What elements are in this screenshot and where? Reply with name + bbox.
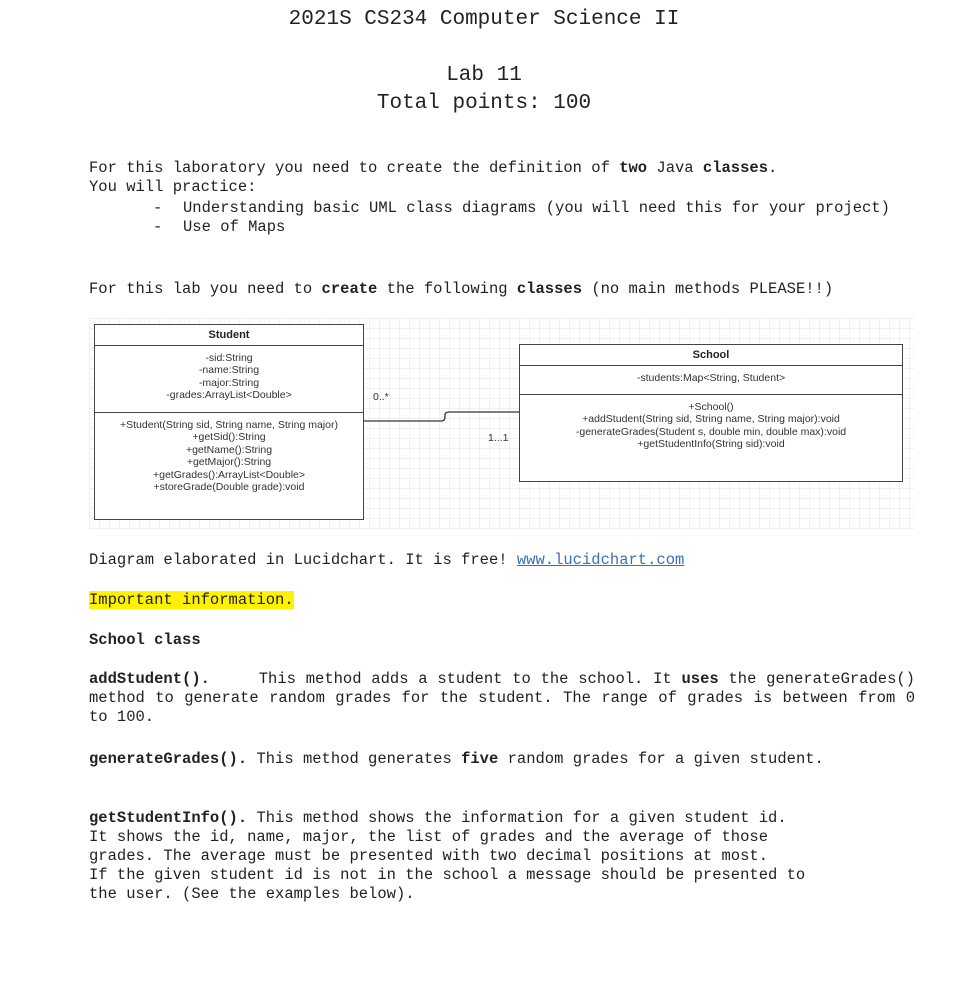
student-attributes xyxy=(95,346,363,413)
attribute: -students:Map<String, Student> xyxy=(636,372,786,384)
list-item: - Use of Maps xyxy=(153,218,286,236)
method: -generateGrades(Student s, double min, double max):void xyxy=(575,425,847,438)
attribute: -sid:String xyxy=(205,352,253,364)
method-name: generateGrades(). xyxy=(89,750,248,768)
create-instruction: For this lab you need to create the following classes (no main methods PLEASE!!) xyxy=(89,280,834,298)
course-title: 2021S CS234 Computer Science II xyxy=(288,8,680,31)
intro-line: For this laboratory you need to create the definition of two Java classes. xyxy=(89,159,778,177)
bullet-dash: - xyxy=(153,218,163,236)
student-class-box xyxy=(94,324,364,520)
school-methods xyxy=(520,395,902,451)
practice-line: You will practice: xyxy=(89,178,257,196)
method: +getMajor():String xyxy=(186,456,272,469)
method: +getGrades():ArrayList<Double> xyxy=(152,468,306,481)
list-item: - Understanding basic UML class diagrams (you will need this for your project) xyxy=(153,199,890,217)
intro-paragraph xyxy=(89,159,915,197)
diagram-credit: Diagram elaborated in Lucidchart. It is free! www.lucidchart.com xyxy=(89,551,685,569)
paragraph-line: It shows the id, name, major, the list of grades and the average of those xyxy=(89,828,769,846)
total-points: Total points: 100 xyxy=(376,92,592,115)
school-attributes xyxy=(520,366,902,395)
generate-grades-paragraph: generateGrades(). This method generates five random grades for a given student. xyxy=(89,750,824,768)
method-name: addStudent(). xyxy=(89,670,210,688)
important-highlight: Important information. xyxy=(89,591,294,609)
attribute: -major:String xyxy=(198,376,260,389)
method: +getStudentInfo(String sid):void xyxy=(637,438,785,451)
paragraph-line: getStudentInfo(). This method shows the information for a given student id. xyxy=(89,809,787,827)
important-note xyxy=(89,591,915,610)
student-methods xyxy=(95,413,363,493)
lucidchart-link[interactable]: www.lucidchart.com xyxy=(516,551,685,569)
student-info-paragraph xyxy=(89,809,915,904)
method: +getSid():String xyxy=(192,431,266,444)
practice-list xyxy=(153,199,915,237)
attribute: -name:String xyxy=(198,364,260,377)
lab-title: Lab 11 xyxy=(446,64,522,87)
method: +School() xyxy=(688,401,734,413)
multiplicity-school: 1...1 xyxy=(488,432,509,444)
paragraph-line: the user. (See the examples below). xyxy=(89,885,415,903)
student-class-name: Student xyxy=(95,325,363,346)
method: +addStudent(String sid, String name, String major):void xyxy=(582,413,840,426)
school-class-name: School xyxy=(520,345,902,366)
method: +getName():String xyxy=(185,443,273,456)
add-student-paragraph: addStudent(). This method adds a student to the school. It uses the generateGrades() method to generate random grades for the student. The range of grades is between from 0 to 100. xyxy=(89,670,915,726)
method-name: getStudentInfo(). xyxy=(89,809,248,827)
section-title: School class xyxy=(89,631,201,649)
association-line xyxy=(364,412,519,421)
bullet-dash: - xyxy=(153,199,163,217)
school-class-box xyxy=(519,344,903,482)
paragraph-line: grades. The average must be presented with two decimal positions at most. xyxy=(89,847,769,865)
multiplicity-student: 0..* xyxy=(373,391,389,403)
paragraph-line: If the given student id is not in the school a message should be presented to xyxy=(89,866,806,884)
method: +storeGrade(Double grade):void xyxy=(153,481,305,494)
method: +Student(String sid, String name, String major) xyxy=(120,419,338,431)
attribute: -grades:ArrayList<Double> xyxy=(166,389,292,402)
uml-diagram xyxy=(89,318,914,529)
